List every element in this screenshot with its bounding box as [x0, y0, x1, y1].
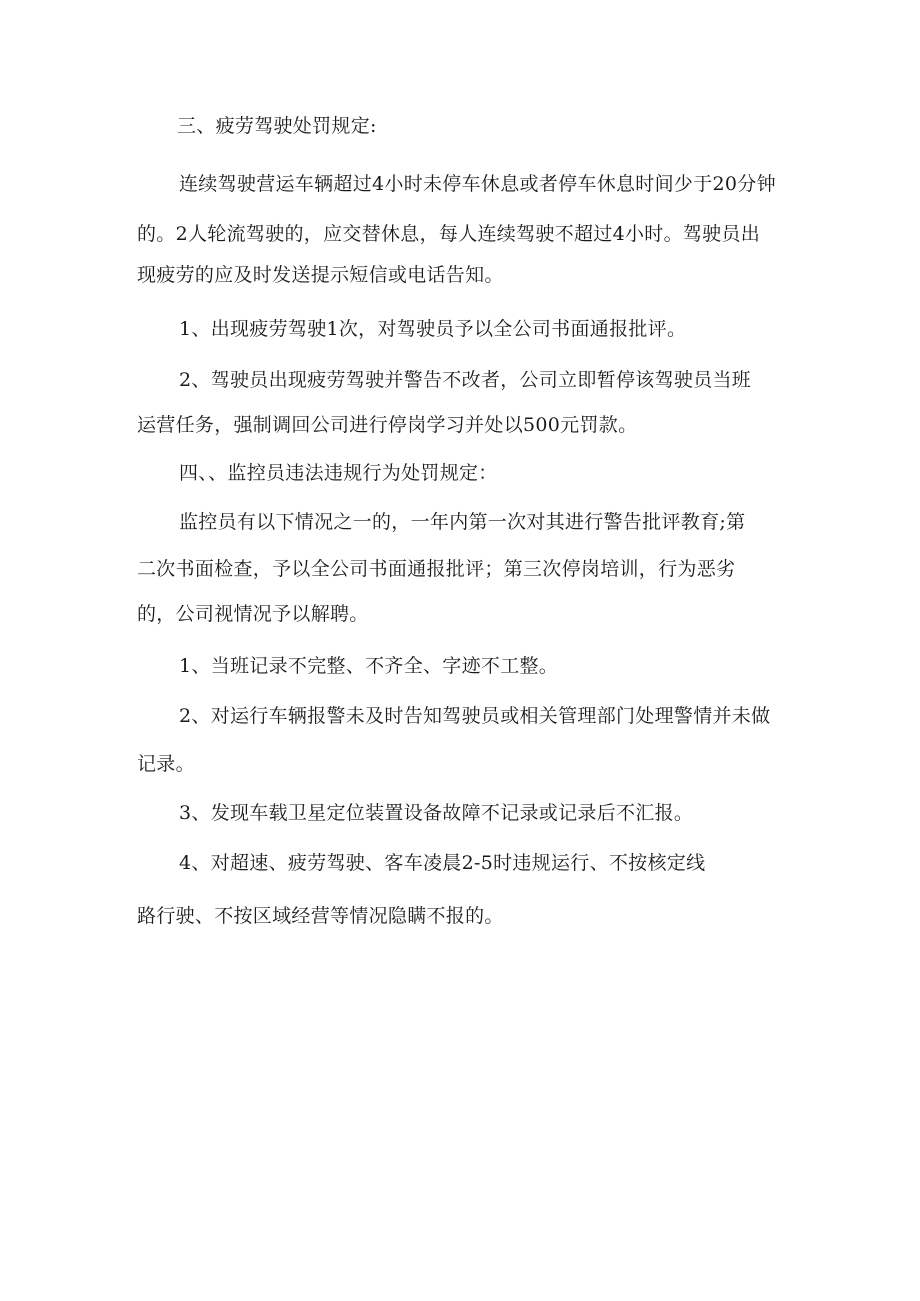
list-item-continuation: 路行驶、不按区域经营等情况隐瞒不报的。 — [137, 905, 504, 927]
list-item: 4、对超速、疲劳驾驶、客车凌晨2-5时违规运行、不按核定线 — [179, 852, 706, 874]
list-item: 1、当班记录不完整、不齐全、字迹不工整。 — [179, 655, 559, 677]
list-item-continuation: 运营任务，强制调回公司进行停岗学习并处以500元罚款。 — [137, 414, 638, 436]
paragraph-line: 现疲劳的应及时发送提示短信或电话告知。 — [137, 264, 504, 286]
paragraph-line: 监控员有以下情况之一的，一年内第一次对其进行警告批评教育;第 — [179, 511, 746, 533]
list-item: 2、驾驶员出现疲劳驾驶并警告不改者，公司立即暂停该驾驶员当班 — [179, 369, 752, 391]
section-4-heading: 四、、监控员违法违规行为处罚规定： — [179, 462, 498, 484]
section-3-heading: 三、疲劳驾驶处罚规定: — [177, 115, 377, 137]
paragraph-line: 连续驾驶营运车辆超过4小时未停车休息或者停车休息时间少于20分钟 — [179, 173, 776, 195]
list-item: 2、对运行车辆报警未及时告知驾驶员或相关管理部门处理警情并未做 — [179, 705, 771, 727]
list-item: 3、发现车载卫星定位装置设备故障不记录或记录后不汇报。 — [179, 802, 694, 824]
paragraph-line: 二次书面检查，予以全公司书面通报批评；第三次停岗培训，行为恶劣 — [137, 558, 736, 580]
paragraph-line: 的，公司视情况予以解聘。 — [137, 603, 369, 625]
paragraph-line: 的。2人轮流驾驶的，应交替休息，每人连续驾驶不超过4小时。驾驶员出 — [137, 223, 761, 245]
list-item: 1、出现疲劳驾驶1次，对驾驶员予以全公司书面通报批评。 — [179, 318, 687, 340]
list-item-continuation: 记录。 — [137, 753, 195, 775]
